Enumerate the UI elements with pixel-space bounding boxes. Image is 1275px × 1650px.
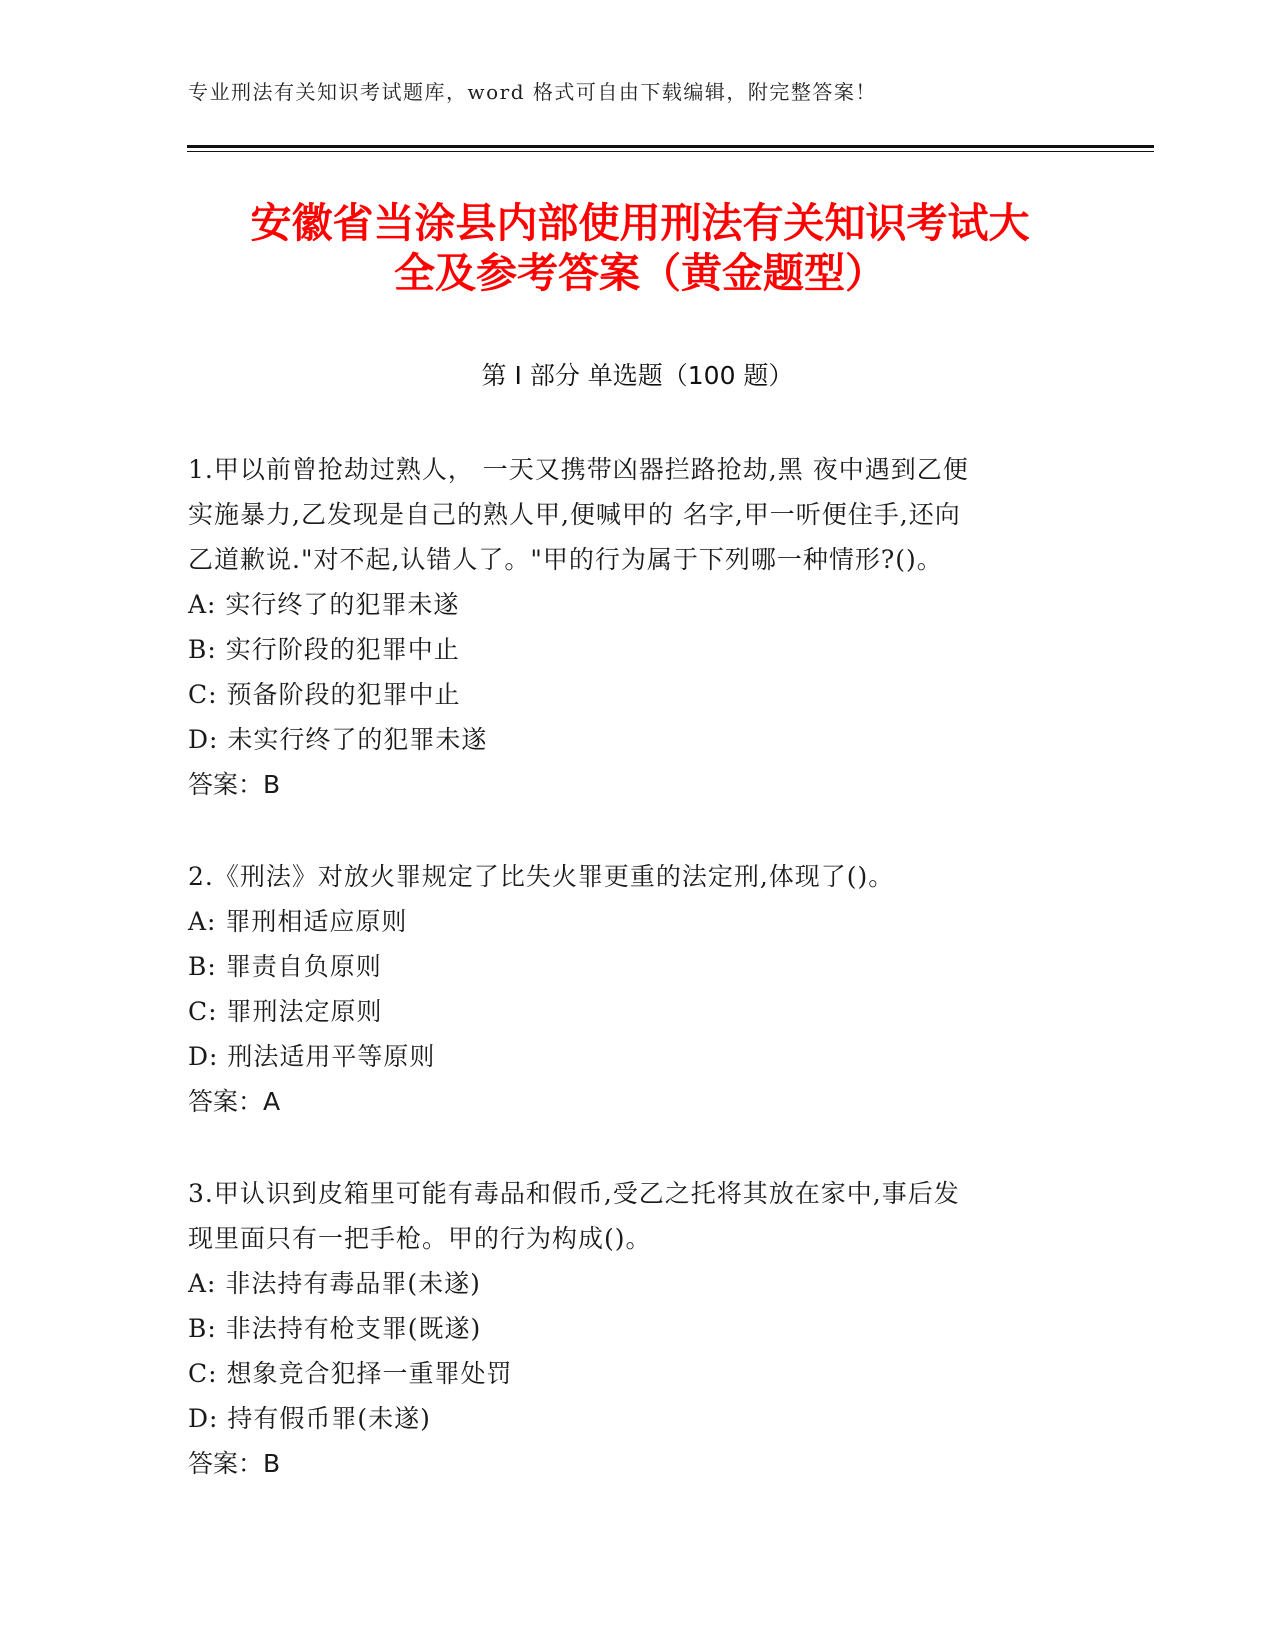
answer: 答案：B: [188, 770, 281, 799]
stem-line: 1.甲以前曾抢劫过熟人， 一天又携带凶器拦路抢劫,黑 夜中遇到乙便: [188, 455, 969, 484]
question-stem: [188, 1171, 1088, 1261]
header-rule-thin: [187, 151, 1154, 152]
question-stem: [188, 447, 1088, 582]
option-c: C: 预备阶段的犯罪中止: [188, 680, 461, 709]
stem-line: 2.《刑法》对放火罪规定了比失火罪更重的法定刑,体现了()。: [188, 862, 895, 891]
answer: 答案：B: [188, 1449, 281, 1478]
title-line-2: 全及参考答案（黄金题型）: [394, 249, 886, 297]
title-line-1: 安徽省当涂县内部使用刑法有关知识考试大: [250, 199, 1030, 247]
option-b: B: 非法持有枪支罪(既遂): [188, 1314, 482, 1343]
option-a: A: 实行终了的犯罪未遂: [188, 590, 460, 619]
question-list: [188, 447, 1088, 1533]
stem-line: 实施暴力,乙发现是自己的熟人甲,便喊甲的 名字,甲一听便住手,还向: [188, 500, 961, 529]
question-stem: [188, 854, 1088, 899]
stem-line: 3.甲认识到皮箱里可能有毒品和假币,受乙之托将其放在家中,事后发: [188, 1179, 960, 1208]
option-b: B: 罪责自负原则: [188, 952, 382, 981]
document-title: [190, 198, 1090, 298]
option-d: D: 刑法适用平等原则: [188, 1042, 436, 1071]
section-heading: 第 I 部分 单选题（100 题）: [481, 361, 794, 390]
header-rule-thick: [187, 145, 1154, 148]
option-c: C: 罪刑法定原则: [188, 997, 383, 1026]
answer: 答案：A: [188, 1087, 281, 1116]
question-3: [188, 1171, 1088, 1486]
option-c: C: 想象竞合犯择一重罪处罚: [188, 1359, 513, 1388]
option-d: D: 持有假币罪(未遂): [188, 1404, 431, 1433]
stem-line: 现里面只有一把手枪。甲的行为构成()。: [188, 1224, 652, 1253]
option-b: B: 实行阶段的犯罪中止: [188, 635, 460, 664]
option-d: D: 未实行终了的犯罪未遂: [188, 725, 488, 754]
question-2: [188, 854, 1088, 1124]
question-1: [188, 447, 1088, 807]
header-note: 专业刑法有关知识考试题库，word 格式可自由下载编辑，附完整答案！: [188, 80, 877, 104]
stem-line: 乙道歉说."对不起,认错人了。"甲的行为属于下列哪一种情形?()。: [188, 545, 943, 574]
option-a: A: 非法持有毒品罪(未遂): [188, 1269, 481, 1298]
option-a: A: 罪刑相适应原则: [188, 907, 408, 936]
